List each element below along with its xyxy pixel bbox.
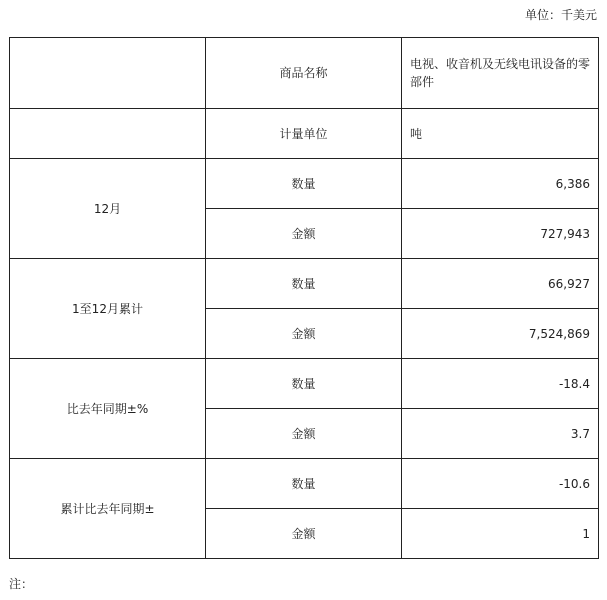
measure-value: 1 [402,509,599,559]
footnote: 注： [9,577,34,591]
trade-table [9,37,599,559]
measure-label: 数量 [206,359,402,409]
measure-value: 7,524,869 [402,309,599,359]
measure-value: 3.7 [402,409,599,459]
measure-label: 金额 [206,209,402,259]
group-label: 12月 [10,159,206,259]
table-row [10,259,599,309]
measure-label: 金额 [206,309,402,359]
product-name-value: 电视、收音机及无线电讯设备的零部件 [402,38,599,109]
measure-value: -18.4 [402,359,599,409]
measure-label: 金额 [206,409,402,459]
measure-value: 66,927 [402,259,599,309]
table-row [10,109,599,159]
group-label: 比去年同期±% [10,359,206,459]
table-row [10,159,599,209]
product-name-label: 商品名称 [206,38,402,109]
group-label: 1至12月累计 [10,259,206,359]
table-row [10,459,599,509]
table-row [10,359,599,409]
group-label: 累计比去年同期± [10,459,206,559]
measure-label: 数量 [206,259,402,309]
measure-value: 6,386 [402,159,599,209]
empty-cell [10,38,206,109]
unit-value: 吨 [402,109,599,159]
unit-note: 单位：千美元 [524,8,597,22]
unit-label: 计量单位 [206,109,402,159]
measure-label: 数量 [206,459,402,509]
measure-label: 金额 [206,509,402,559]
measure-value: -10.6 [402,459,599,509]
table-row [10,38,599,109]
measure-label: 数量 [206,159,402,209]
empty-cell [10,109,206,159]
measure-value: 727,943 [402,209,599,259]
